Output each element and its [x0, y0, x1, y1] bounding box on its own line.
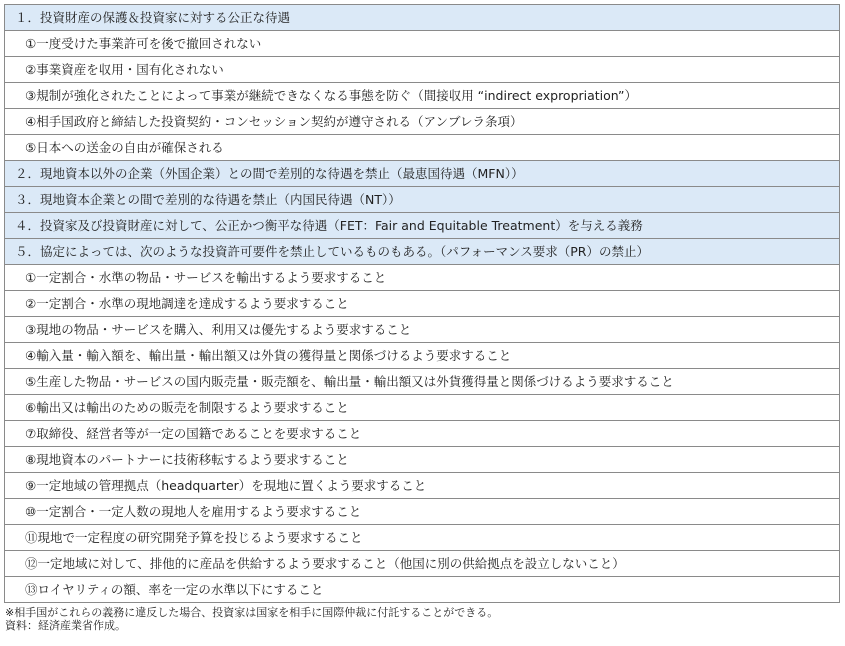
footnote-note: ※相手国がこれらの義務に違反した場合、投資家は国家を相手に国際仲裁に付託することができる。 — [5, 606, 499, 619]
item-cell: ⑩一定割合・一定人数の現地人を雇用するよう要求すること — [5, 499, 840, 525]
item-cell: ④相手国政府と締結した投資契約・コンセッション契約が遵守される（アンブレラ条項） — [5, 109, 840, 135]
section-header-row — [5, 5, 840, 31]
footnotes — [4, 606, 840, 632]
item-row — [5, 57, 840, 83]
item-row — [5, 265, 840, 291]
item-row — [5, 525, 840, 551]
item-row — [5, 577, 840, 603]
item-cell: ④輸入量・輸入額を、輸出量・輸出額又は外貨の獲得量と関係づけるよう要求すること — [5, 343, 840, 369]
item-row — [5, 395, 840, 421]
footnote-source: 資料：経済産業省作成。 — [5, 619, 126, 632]
item-cell: ⑫一定地域に対して、排他的に産品を供給するよう要求すること（他国に別の供給拠点を設立しないこと） — [5, 551, 840, 577]
item-row — [5, 473, 840, 499]
section-header-cell: １．投資財産の保護＆投資家に対する公正な待遇 — [5, 5, 840, 31]
item-cell: ②一定割合・水準の現地調達を達成するよう要求すること — [5, 291, 840, 317]
document — [4, 4, 840, 632]
section-header-cell: ２．現地資本以外の企業（外国企業）との間で差別的な待遇を禁止（最恵国待遇（MFN）） — [5, 161, 840, 187]
section-header-row — [5, 213, 840, 239]
item-row — [5, 499, 840, 525]
item-cell: ②事業資産を収用・国有化されない — [5, 57, 840, 83]
item-cell: ⑤生産した物品・サービスの国内販売量・販売額を、輸出量・輸出額又は外貨獲得量と関係づけるよう要求すること — [5, 369, 840, 395]
item-row — [5, 109, 840, 135]
item-cell: ①一度受けた事業許可を後で撤回されない — [5, 31, 840, 57]
section-header-row — [5, 187, 840, 213]
item-cell: ①一定割合・水準の物品・サービスを輸出するよう要求すること — [5, 265, 840, 291]
item-row — [5, 343, 840, 369]
table-body — [5, 5, 840, 603]
item-cell: ⑥輸出又は輸出のための販売を制限するよう要求すること — [5, 395, 840, 421]
item-row — [5, 551, 840, 577]
item-row — [5, 31, 840, 57]
item-row — [5, 291, 840, 317]
item-cell: ⑧現地資本のパートナーに技術移転するよう要求すること — [5, 447, 840, 473]
item-row — [5, 421, 840, 447]
item-row — [5, 447, 840, 473]
item-cell: ⑪現地で一定程度の研究開発予算を投じるよう要求すること — [5, 525, 840, 551]
item-cell: ⑬ロイヤリティの額、率を一定の水準以下にすること — [5, 577, 840, 603]
item-row — [5, 135, 840, 161]
section-header-cell: ５．協定によっては、次のような投資許可要件を禁止しているものもある。（パフォーマンス要求（PR）の禁止） — [5, 239, 840, 265]
section-header-row — [5, 239, 840, 265]
item-cell: ⑤日本への送金の自由が確保される — [5, 135, 840, 161]
item-row — [5, 369, 840, 395]
section-header-cell: ４．投資家及び投資財産に対して、公正かつ衡平な待遇（FET：Fair and Equitable Treatment）を与える義務 — [5, 213, 840, 239]
item-cell: ⑨一定地域の管理拠点（headquarter）を現地に置くよう要求すること — [5, 473, 840, 499]
section-header-row — [5, 161, 840, 187]
item-cell: ③規制が強化されたことによって事業が継続できなくなる事態を防ぐ（間接収用 “indirect expropriation”） — [5, 83, 840, 109]
item-row — [5, 317, 840, 343]
item-cell: ③現地の物品・サービスを購入、利用又は優先するよう要求すること — [5, 317, 840, 343]
item-row — [5, 83, 840, 109]
section-header-cell: ３．現地資本企業との間で差別的な待遇を禁止（内国民待遇（NT）） — [5, 187, 840, 213]
investment-protection-table — [4, 4, 840, 603]
item-cell: ⑦取締役、経営者等が一定の国籍であることを要求すること — [5, 421, 840, 447]
